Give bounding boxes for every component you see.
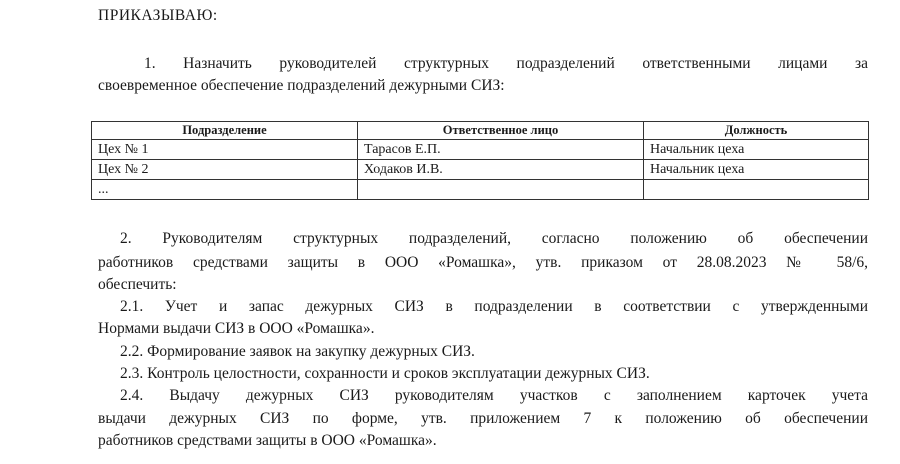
- responsible-persons-table: [91, 121, 869, 200]
- item-1-line-1: 1. Назначить руководителей структурных подразделений ответственными лицами за: [144, 55, 868, 72]
- cell-department: Цех № 2: [92, 160, 358, 180]
- item-2-line-2: работников средствами защиты в ООО «Ромашка», утв. приказом от 28.08.2023 № 58/6,: [98, 254, 868, 271]
- cell-position: [644, 180, 869, 200]
- cell-department: Цех № 1: [92, 140, 358, 160]
- cell-department: ...: [92, 180, 358, 200]
- table-row: [92, 160, 869, 180]
- cell-responsible-person: Тарасов Е.П.: [358, 140, 644, 160]
- table-row: [92, 140, 869, 160]
- header-responsible-person: Ответственное лицо: [358, 122, 644, 140]
- item-2-4-line-1: 2.4. Выдачу дежурных СИЗ руководителям участков с заполнением карточек учета: [120, 387, 868, 404]
- cell-position: Начальник цеха: [644, 160, 869, 180]
- cell-responsible-person: Ходаков И.В.: [358, 160, 644, 180]
- item-2-line-1: 2. Руководителям структурных подразделений, согласно положению об обеспечении: [120, 230, 868, 247]
- item-2-line-3: обеспечить:: [98, 276, 177, 293]
- cell-responsible-person: [358, 180, 644, 200]
- item-2-1-line-2: Нормами выдачи СИЗ в ООО «Ромашка».: [98, 320, 375, 337]
- header-position: Должность: [644, 122, 869, 140]
- item-2-4-line-2: выдачи дежурных СИЗ по форме, утв. приложением 7 к положению об обеспечении: [98, 410, 868, 427]
- item-2-2: 2.2. Формирование заявок на закупку дежурных СИЗ.: [120, 343, 475, 360]
- item-2-3: 2.3. Контроль целостности, сохранности и сроков эксплуатации дежурных СИЗ.: [120, 365, 650, 382]
- item-2-4-line-3: работников средствами защиты в ООО «Ромашка».: [98, 432, 437, 449]
- item-1-line-2: своевременное обеспечение подразделений дежурными СИЗ:: [98, 77, 505, 94]
- table-row: [92, 180, 869, 200]
- cell-position: Начальник цеха: [644, 140, 869, 160]
- table-header-row: [92, 122, 869, 140]
- item-2-1-line-1: 2.1. Учет и запас дежурных СИЗ в подразделении в соответствии с утвержденными: [120, 298, 868, 315]
- header-department: Подразделение: [92, 122, 358, 140]
- order-heading: ПРИКАЗЫВАЮ:: [98, 7, 218, 24]
